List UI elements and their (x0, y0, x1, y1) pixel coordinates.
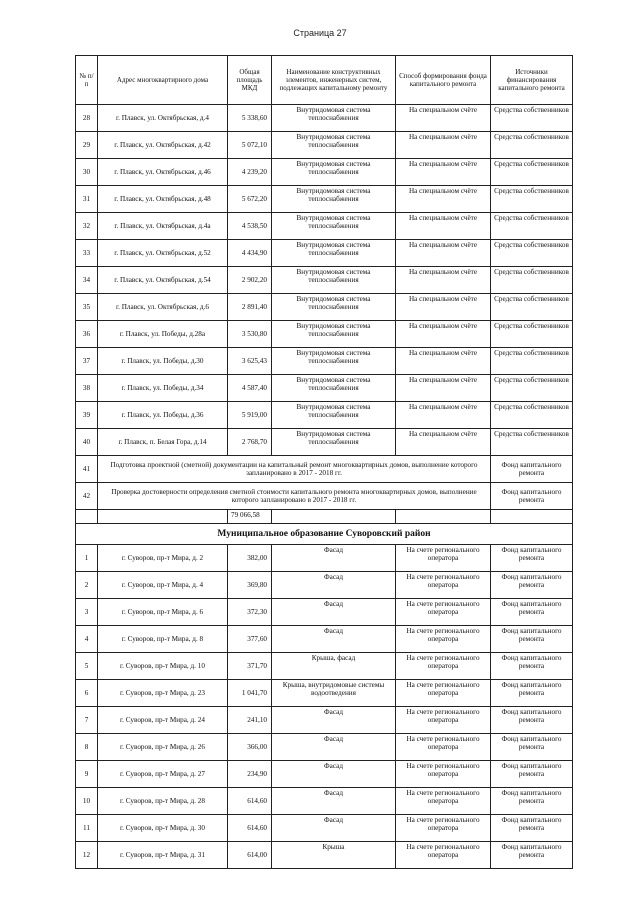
table-row (76, 815, 573, 842)
table-row (76, 402, 573, 429)
row-number: 38 (76, 375, 98, 402)
row-method: На специальном счёте (396, 267, 491, 294)
table-row (76, 761, 573, 788)
row-work: Фасад (272, 761, 396, 788)
row-method: На счете регионального оператора (396, 545, 491, 572)
header-number: № п/п (76, 56, 98, 105)
table-row (76, 159, 573, 186)
row-area: 614,60 (228, 788, 272, 815)
row-method: На счете регионального оператора (396, 788, 491, 815)
row-source: Средства собственников (491, 267, 573, 294)
row-area: 3 530,80 (228, 321, 272, 348)
row-method: На специальном счёте (396, 105, 491, 132)
row-number: 6 (76, 680, 98, 707)
row-area: 4 239,20 (228, 159, 272, 186)
row-area: 5 919,00 (228, 402, 272, 429)
row-work: Внутридомовая система теплоснабжения (272, 402, 396, 429)
row-source: Фонд капитального ремонта (491, 626, 573, 653)
row-area: 372,30 (228, 599, 272, 626)
row-work: Внутридомовая система теплоснабжения (272, 240, 396, 267)
table-row (76, 483, 573, 510)
page-header: Страница 27 (293, 28, 347, 38)
row-method: На специальном счёте (396, 132, 491, 159)
row-number: 4 (76, 626, 98, 653)
table-row (76, 240, 573, 267)
row-number: 10 (76, 788, 98, 815)
row-work: Внутридомовая система теплоснабжения (272, 348, 396, 375)
row-number: 9 (76, 761, 98, 788)
row-source: Фонд капитального ремонта (491, 599, 573, 626)
row-address: г. Суворов, пр-т Мира, д. 28 (98, 788, 228, 815)
row-source: Средства собственников (491, 348, 573, 375)
row-work: Внутридомовая система теплоснабжения (272, 159, 396, 186)
row-area: 1 041,70 (228, 680, 272, 707)
row-work: Внутридомовая система теплоснабжения (272, 321, 396, 348)
table-row (76, 707, 573, 734)
row-area: 614,00 (228, 842, 272, 869)
row-address: г. Суворов, пр-т Мира, д. 23 (98, 680, 228, 707)
row-source: Фонд капитального ремонта (491, 707, 573, 734)
row-area: 2 768,70 (228, 429, 272, 456)
row-number: 3 (76, 599, 98, 626)
row-source: Средства собственников (491, 105, 573, 132)
row-work: Крыша, фасад (272, 653, 396, 680)
row-area: 5 338,60 (228, 105, 272, 132)
table-row (76, 653, 573, 680)
row-method: На специальном счёте (396, 240, 491, 267)
row-method: На специальном счёте (396, 213, 491, 240)
header-area: Общая площадь МКД (228, 56, 272, 105)
row-area: 614,60 (228, 815, 272, 842)
repair-program-table (75, 55, 573, 869)
row-source: Средства собственников (491, 402, 573, 429)
row-number: 37 (76, 348, 98, 375)
header-source: Источники финансирования капитального ремонта (491, 56, 573, 105)
row-area: 377,60 (228, 626, 272, 653)
row-address: г. Плавск, ул. Октябрьская, д.54 (98, 267, 228, 294)
row-area: 4 538,50 (228, 213, 272, 240)
row-area: 4 587,40 (228, 375, 272, 402)
row-method: На счете регионального оператора (396, 680, 491, 707)
row-number: 8 (76, 734, 98, 761)
row-address: г. Суворов, пр-т Мира, д. 30 (98, 815, 228, 842)
row-work: Фасад (272, 626, 396, 653)
row-method: На счете регионального оператора (396, 734, 491, 761)
row-area: 382,00 (228, 545, 272, 572)
row-source: Фонд капитального ремонта (491, 653, 573, 680)
row-number: 39 (76, 402, 98, 429)
row-number: 5 (76, 653, 98, 680)
row-work: Внутридомовая система теплоснабжения (272, 267, 396, 294)
row-method: На специальном счёте (396, 294, 491, 321)
row-number: 35 (76, 294, 98, 321)
table-row (76, 213, 573, 240)
row-method: На специальном счёте (396, 402, 491, 429)
row-source: Средства собственников (491, 429, 573, 456)
row-address: г. Плавск, ул. Победы, д.34 (98, 375, 228, 402)
row-address: г. Плавск, ул. Октябрьская, д.4а (98, 213, 228, 240)
row-method: На счете регионального оператора (396, 707, 491, 734)
row-number: 2 (76, 572, 98, 599)
row-address: г. Суворов, пр-т Мира, д. 8 (98, 626, 228, 653)
row-number: 34 (76, 267, 98, 294)
row-source: Средства собственников (491, 213, 573, 240)
row-area: 241,10 (228, 707, 272, 734)
row-area: 3 625,43 (228, 348, 272, 375)
row-source: Средства собственников (491, 159, 573, 186)
table-row (76, 599, 573, 626)
row-number: 28 (76, 105, 98, 132)
row-address: г. Суворов, пр-т Мира, д. 10 (98, 653, 228, 680)
row-source: Фонд капитального ремонта (491, 545, 573, 572)
table-row (76, 186, 573, 213)
row-area: 2 902,20 (228, 267, 272, 294)
section-row (76, 524, 573, 545)
total-row (76, 510, 573, 524)
row-number: 33 (76, 240, 98, 267)
merged-description: Проверка достоверности определения сметной стоимости капитального ремонта многоквартирных домов, выполнение которого запланировано в 2017 - 2018 гг. (98, 483, 491, 510)
row-method: На специальном счёте (396, 159, 491, 186)
row-source: Средства собственников (491, 294, 573, 321)
row-source: Фонд капитального ремонта (491, 680, 573, 707)
row-number: 7 (76, 707, 98, 734)
row-number: 29 (76, 132, 98, 159)
table-row (76, 105, 573, 132)
row-address: г. Плавск, ул. Октябрьская, д.42 (98, 132, 228, 159)
row-number: 12 (76, 842, 98, 869)
row-work: Крыша, внутридомовые системы водоотведения (272, 680, 396, 707)
row-number: 11 (76, 815, 98, 842)
row-source: Средства собственников (491, 321, 573, 348)
row-work: Внутридомовая система теплоснабжения (272, 429, 396, 456)
row-address: г. Плавск, ул. Октябрьская, д.48 (98, 186, 228, 213)
row-source: Фонд капитального ремонта (491, 788, 573, 815)
table-row (76, 734, 573, 761)
row-address: г. Суворов, пр-т Мира, д. 2 (98, 545, 228, 572)
row-number: 32 (76, 213, 98, 240)
row-method: На специальном счёте (396, 429, 491, 456)
row-number: 1 (76, 545, 98, 572)
row-address: г. Суворов, пр-т Мира, д. 31 (98, 842, 228, 869)
row-address: г. Плавск, ул. Октябрьская, д.52 (98, 240, 228, 267)
table-row (76, 626, 573, 653)
row-work: Фасад (272, 572, 396, 599)
row-work: Фасад (272, 734, 396, 761)
row-method: На счете регионального оператора (396, 761, 491, 788)
row-source: Фонд капитального ремонта (491, 734, 573, 761)
table-row (76, 429, 573, 456)
row-method: На специальном счёте (396, 321, 491, 348)
row-address: г. Суворов, пр-т Мира, д. 24 (98, 707, 228, 734)
row-address: г. Плавск, ул. Октябрьская, д.6 (98, 294, 228, 321)
table-row (76, 545, 573, 572)
row-source: Фонд капитального ремонта (491, 456, 573, 483)
plavsk-rows (76, 105, 573, 456)
row-method: На счете регионального оператора (396, 572, 491, 599)
row-source: Средства собственников (491, 186, 573, 213)
row-method: На счете регионального оператора (396, 815, 491, 842)
table-row (76, 788, 573, 815)
row-work: Внутридомовая система теплоснабжения (272, 213, 396, 240)
row-work: Внутридомовая система теплоснабжения (272, 132, 396, 159)
table-row (76, 294, 573, 321)
row-address: г. Суворов, пр-т Мира, д. 27 (98, 761, 228, 788)
row-work: Фасад (272, 707, 396, 734)
row-source: Фонд капитального ремонта (491, 761, 573, 788)
row-source: Средства собственников (491, 240, 573, 267)
row-work: Фасад (272, 815, 396, 842)
header-work: Наименование конструктивных элементов, инженерных систем, подлежащих капитальному ремонту (272, 56, 396, 105)
row-work: Крыша (272, 842, 396, 869)
row-source: Средства собственников (491, 132, 573, 159)
row-work: Фасад (272, 788, 396, 815)
row-address: г. Плавск, п. Белая Гора, д.14 (98, 429, 228, 456)
row-number: 41 (76, 456, 98, 483)
row-method: На счете регионального оператора (396, 599, 491, 626)
table-header-row (76, 56, 573, 105)
table-row (76, 375, 573, 402)
row-area: 4 434,90 (228, 240, 272, 267)
row-source: Фонд капитального ремонта (491, 572, 573, 599)
table-row (76, 572, 573, 599)
plavsk-common-rows (76, 456, 573, 545)
row-address: г. Плавск, ул. Победы, д.36 (98, 402, 228, 429)
row-method: На счете регионального оператора (396, 653, 491, 680)
row-area: 5 672,20 (228, 186, 272, 213)
row-method: На счете регионального оператора (396, 626, 491, 653)
row-method: На счете регионального оператора (396, 842, 491, 869)
row-area: 369,80 (228, 572, 272, 599)
table-row (76, 267, 573, 294)
table-row (76, 842, 573, 869)
table-row (76, 456, 573, 483)
row-work: Фасад (272, 545, 396, 572)
row-area: 5 072,10 (228, 132, 272, 159)
row-number: 36 (76, 321, 98, 348)
row-work: Внутридомовая система теплоснабжения (272, 105, 396, 132)
row-address: г. Плавск, ул. Октябрьская, д.4 (98, 105, 228, 132)
row-method: На специальном счёте (396, 375, 491, 402)
total-area: 79 066,58 (228, 510, 272, 524)
row-address: г. Плавск, ул. Победы, д.30 (98, 348, 228, 375)
table-row (76, 132, 573, 159)
row-method: На специальном счёте (396, 186, 491, 213)
row-number: 30 (76, 159, 98, 186)
row-area: 366,00 (228, 734, 272, 761)
row-number: 31 (76, 186, 98, 213)
row-address: г. Плавск, ул. Октябрьская, д.46 (98, 159, 228, 186)
row-number: 40 (76, 429, 98, 456)
table-row (76, 680, 573, 707)
row-source: Фонд капитального ремонта (491, 842, 573, 869)
header-address: Адрес многоквартирного дома (98, 56, 228, 105)
row-source: Фонд капитального ремонта (491, 483, 573, 510)
merged-description: Подготовка проектной (сметной) документации на капитальный ремонт многоквартирных домов, выполнение которого запланировано в 2017 - 2018 гг. (98, 456, 491, 483)
row-work: Внутридомовая система теплоснабжения (272, 375, 396, 402)
row-address: г. Суворов, пр-т Мира, д. 6 (98, 599, 228, 626)
row-number: 42 (76, 483, 98, 510)
row-area: 234,90 (228, 761, 272, 788)
header-method: Способ формирования фонда капитального ремонта (396, 56, 491, 105)
table-row (76, 348, 573, 375)
suvorov-rows (76, 545, 573, 869)
row-source: Фонд капитального ремонта (491, 815, 573, 842)
row-work: Фасад (272, 599, 396, 626)
row-area: 371,70 (228, 653, 272, 680)
section-title: Муниципальное образование Суворовский район (76, 524, 573, 545)
row-work: Внутридомовая система теплоснабжения (272, 294, 396, 321)
row-method: На специальном счёте (396, 348, 491, 375)
row-address: г. Суворов, пр-т Мира, д. 26 (98, 734, 228, 761)
row-address: г. Суворов, пр-т Мира, д. 4 (98, 572, 228, 599)
table-row (76, 321, 573, 348)
row-address: г. Плавск, ул. Победы, д.28а (98, 321, 228, 348)
row-source: Средства собственников (491, 375, 573, 402)
row-work: Внутридомовая система теплоснабжения (272, 186, 396, 213)
row-area: 2 891,40 (228, 294, 272, 321)
